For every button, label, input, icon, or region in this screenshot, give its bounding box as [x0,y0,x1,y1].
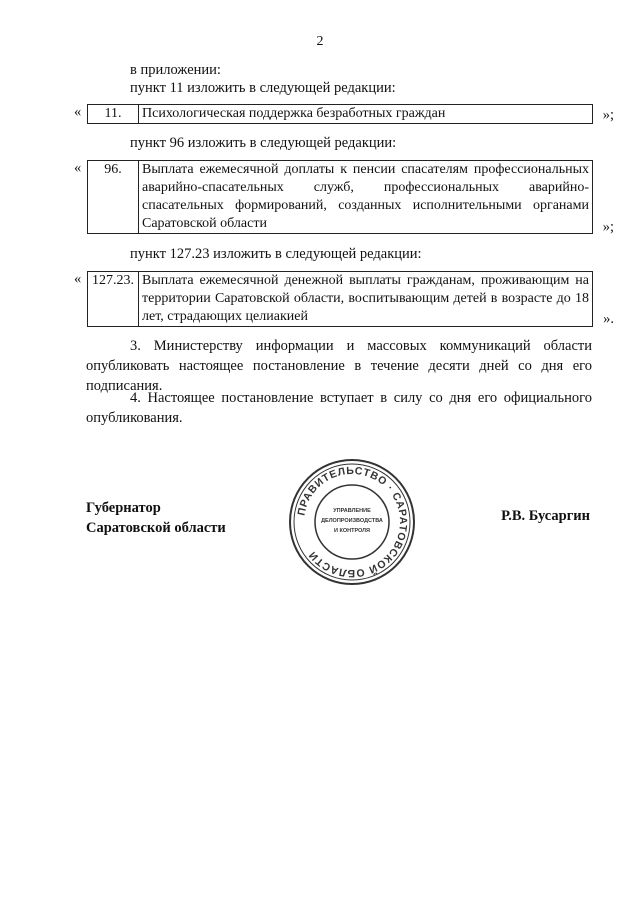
paragraph-4: 4. Настоящее постановление вступает в силу со дня его официального опубликования. [86,390,592,426]
seal-inner-line-2: ДЕЛОПРОИЗВОДСТВА [321,518,383,524]
seal-inner-line-1: УПРАВЛЕНИЕ [333,508,371,514]
close-quote: ». [603,311,614,327]
amendment-item-127-23 [74,271,614,328]
open-quote: « [74,160,82,176]
item-number: 96. [88,161,139,234]
open-quote: « [74,271,82,287]
seal-outer-text: ПРАВИТЕЛЬСТВО · САРАТОВСКОЙ ОБЛАСТИ [295,464,410,580]
signatory-title-line-1: Губернатор [86,500,161,516]
intro-line-1: в приложении: [130,62,221,78]
official-seal [288,458,416,586]
signatory-title [86,498,226,538]
label-item-127-23: пункт 127.23 изложить в следующей редакции: [130,246,422,262]
open-quote: « [74,104,82,120]
close-quote: »; [602,107,614,123]
paragraph-3: 3. Министерству информации и массовых коммуникаций области опубликовать настоящее постановление в течение десяти дней со дня его подписания. [86,338,592,394]
page-number: 2 [316,34,324,49]
item-text: Выплата ежемесячной доплаты к пенсии спасателям профессиональных аварийно-спасательных служб, профессиональных аварийно-спасательных формирований, созданных исполнительными органами Саратовской области [139,161,593,234]
amendment-item-96 [74,160,614,236]
table-row [88,105,593,124]
seal-inner-line-3: И КОНТРОЛЯ [334,528,370,534]
close-quote: »; [602,219,614,235]
table-row [88,161,593,234]
amendment-table-127-23 [87,271,593,327]
item-number: 127.23. [88,272,139,327]
amendment-table-11 [87,104,593,124]
item-number: 11. [88,105,139,124]
amendment-item-11 [74,104,614,124]
signatory-title-line-2: Саратовской области [86,520,226,536]
label-item-96: пункт 96 изложить в следующей редакции: [130,135,397,151]
intro-line-2: пункт 11 изложить в следующей редакции: [130,80,396,96]
table-row [88,272,593,327]
signatory-name: Р.В. Бусаргин [501,508,590,524]
amendment-table-96 [87,160,593,234]
item-text: Выплата ежемесячной денежной выплаты гражданам, проживающим на территории Саратовской области, воспитывающим детей в возрасте до 18 лет, страдающих целиакией [139,272,593,327]
item-text: Психологическая поддержка безработных граждан [139,105,593,124]
